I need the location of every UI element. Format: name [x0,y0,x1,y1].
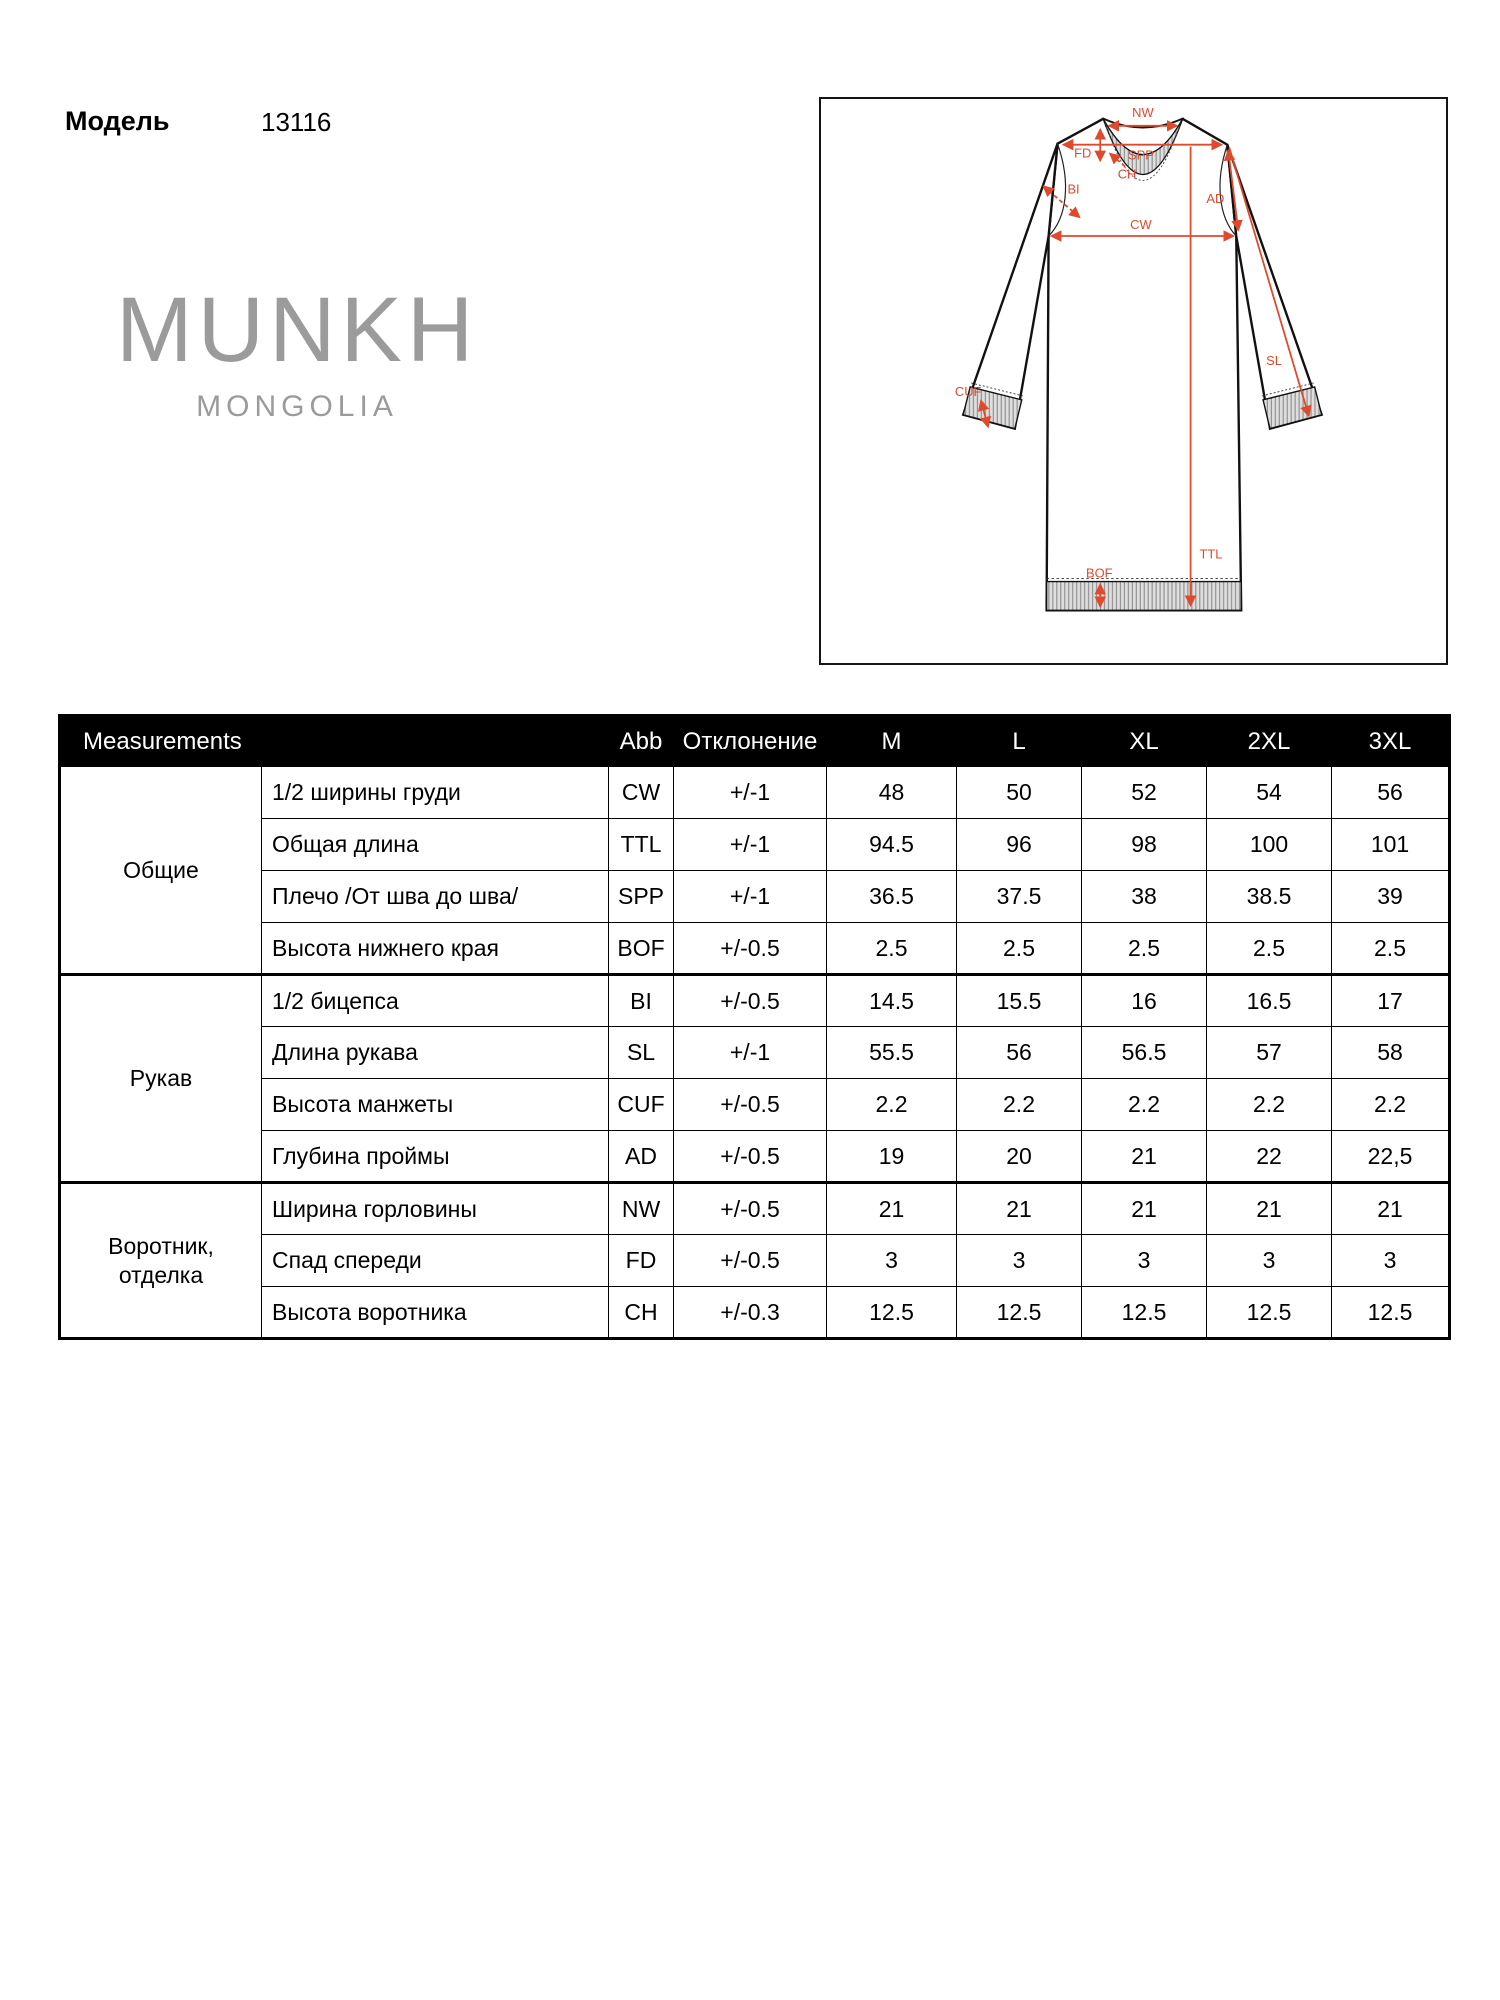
cell-size-xl: 21 [1082,1183,1207,1235]
cell-size-l: 2.2 [957,1079,1082,1131]
header-abb: Abb [609,716,674,767]
cell-size-3xl: 101 [1332,819,1450,871]
cell-size-xl: 38 [1082,871,1207,923]
model-number: 13116 [261,107,332,137]
table-row [60,819,1450,871]
header-size-xl: XL [1082,716,1207,767]
cell-abb: TTL [609,819,674,871]
cell-param: Спад спереди [262,1235,609,1287]
hem-rib-band [1047,582,1242,611]
cell-size-2xl: 38.5 [1207,871,1332,923]
table-row [60,767,1450,819]
cell-deviation: +/-0.5 [674,1235,827,1287]
garment-technical-drawing [821,99,1442,659]
table-row [60,1079,1450,1131]
group-name: Рукав [60,975,262,1183]
table-header-row [60,716,1450,767]
cell-size-3xl: 2.5 [1332,923,1450,975]
cell-param: Плечо /От шва до шва/ [262,871,609,923]
cell-size-m: 19 [827,1131,957,1183]
cell-abb: NW [609,1183,674,1235]
cell-abb: BI [609,975,674,1027]
cell-deviation: +/-0.5 [674,923,827,975]
cell-param: Общая длина [262,819,609,871]
cell-size-2xl: 54 [1207,767,1332,819]
measurements-table [58,714,1451,1340]
cell-abb: CH [609,1287,674,1339]
cell-size-3xl: 17 [1332,975,1450,1027]
cell-param: Ширина горловины [262,1183,609,1235]
header-size-2xl: 2XL [1207,716,1332,767]
brand-subtitle: MONGOLIA [196,390,398,423]
brand-name: MUNKH [116,279,479,381]
group-name: Общие [60,767,262,975]
diagram-label-spp: SPP [1128,147,1154,163]
diagram-label-ad: AD [1206,191,1225,207]
cell-size-2xl: 22 [1207,1131,1332,1183]
table-row [60,975,1450,1027]
cell-size-xl: 56.5 [1082,1027,1207,1079]
cell-deviation: +/-0.5 [674,975,827,1027]
diagram-label-ch: CH [1117,166,1137,182]
cell-deviation: +/-1 [674,871,827,923]
cell-size-3xl: 39 [1332,871,1450,923]
cell-size-3xl: 58 [1332,1027,1450,1079]
diagram-label-cuf: CUF [954,383,982,399]
diagram-label-ttl: TTL [1199,546,1223,562]
cell-size-xl: 21 [1082,1131,1207,1183]
cell-size-l: 12.5 [957,1287,1082,1339]
cell-size-m: 21 [827,1183,957,1235]
cell-param: Глубина проймы [262,1131,609,1183]
cell-abb: SPP [609,871,674,923]
cell-size-3xl: 3 [1332,1235,1450,1287]
cell-deviation: +/-0.3 [674,1287,827,1339]
cell-size-l: 3 [957,1235,1082,1287]
header-measurements: Measurements [60,716,609,767]
diagram-label-cw: CW [1130,217,1152,233]
cell-size-m: 3 [827,1235,957,1287]
cell-deviation: +/-0.5 [674,1131,827,1183]
cell-size-l: 21 [957,1183,1082,1235]
cell-size-l: 15.5 [957,975,1082,1027]
cell-size-m: 55.5 [827,1027,957,1079]
cell-size-3xl: 12.5 [1332,1287,1450,1339]
cell-size-l: 96 [957,819,1082,871]
cell-size-xl: 2.5 [1082,923,1207,975]
cell-param: Высота воротника [262,1287,609,1339]
cell-size-2xl: 57 [1207,1027,1332,1079]
cell-size-l: 56 [957,1027,1082,1079]
diagram-label-sl: SL [1266,353,1282,369]
cell-abb: AD [609,1131,674,1183]
cell-size-l: 2.5 [957,923,1082,975]
cell-param: Высота нижнего края [262,923,609,975]
cell-deviation: +/-0.5 [674,1183,827,1235]
cell-param: 1/2 ширины груди [262,767,609,819]
table-row [60,923,1450,975]
cell-size-m: 2.5 [827,923,957,975]
cell-abb: CUF [609,1079,674,1131]
cell-param: Высота манжеты [262,1079,609,1131]
table-row [60,1183,1450,1235]
model-label: Модель [65,106,170,136]
cell-size-2xl: 3 [1207,1235,1332,1287]
table-row [60,1235,1450,1287]
cell-size-m: 2.2 [827,1079,957,1131]
cell-size-3xl: 21 [1332,1183,1450,1235]
cell-size-l: 20 [957,1131,1082,1183]
diagram-label-fd: FD [1074,145,1092,161]
header-deviation: Отклонение [674,716,827,767]
cell-size-3xl: 56 [1332,767,1450,819]
cell-deviation: +/-1 [674,767,827,819]
cell-size-xl: 98 [1082,819,1207,871]
cell-deviation: +/-1 [674,819,827,871]
cell-size-xl: 3 [1082,1235,1207,1287]
cell-size-m: 36.5 [827,871,957,923]
cell-abb: CW [609,767,674,819]
diagram-label-bof: BOF [1085,565,1113,581]
cell-size-2xl: 2.5 [1207,923,1332,975]
cell-size-2xl: 12.5 [1207,1287,1332,1339]
cell-abb: SL [609,1027,674,1079]
cell-size-2xl: 21 [1207,1183,1332,1235]
cell-param: 1/2 бицепса [262,975,609,1027]
brand-logo [116,279,479,424]
garment-diagram-box [819,97,1448,665]
cell-size-m: 12.5 [827,1287,957,1339]
table-row [60,1287,1450,1339]
cell-size-2xl: 16.5 [1207,975,1332,1027]
diagram-label-nw: NW [1132,104,1154,120]
cell-abb: FD [609,1235,674,1287]
cell-size-2xl: 2.2 [1207,1079,1332,1131]
cell-deviation: +/-1 [674,1027,827,1079]
cell-size-xl: 2.2 [1082,1079,1207,1131]
cell-size-xl: 16 [1082,975,1207,1027]
header-size-3xl: 3XL [1332,716,1450,767]
cell-size-xl: 52 [1082,767,1207,819]
header-size-l: L [957,716,1082,767]
cell-size-l: 37.5 [957,871,1082,923]
cell-size-l: 50 [957,767,1082,819]
cell-size-2xl: 100 [1207,819,1332,871]
table-row [60,1131,1450,1183]
table-row [60,1027,1450,1079]
cell-param: Длина рукава [262,1027,609,1079]
cell-size-m: 94.5 [827,819,957,871]
table-row [60,871,1450,923]
cell-abb: BOF [609,923,674,975]
cell-size-3xl: 2.2 [1332,1079,1450,1131]
header-size-m: M [827,716,957,767]
cell-deviation: +/-0.5 [674,1079,827,1131]
cell-size-m: 48 [827,767,957,819]
cell-size-3xl: 22,5 [1332,1131,1450,1183]
cell-size-xl: 12.5 [1082,1287,1207,1339]
cell-size-m: 14.5 [827,975,957,1027]
group-name: Воротник, отделка [60,1183,262,1339]
diagram-label-bi: BI [1067,181,1080,197]
